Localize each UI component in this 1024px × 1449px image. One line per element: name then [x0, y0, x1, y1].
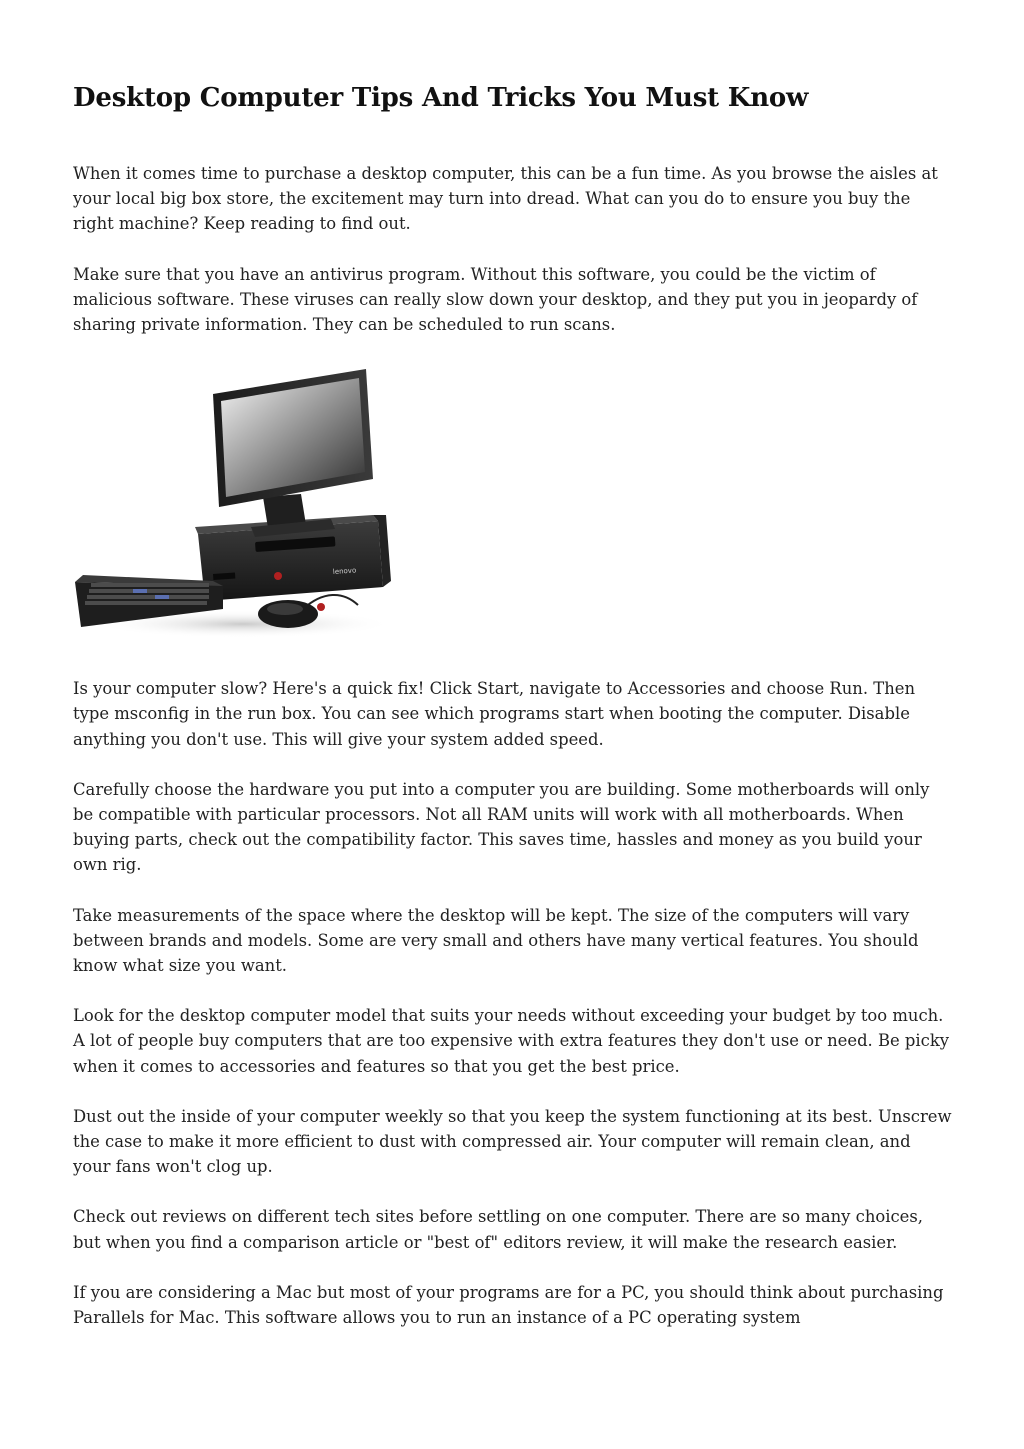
desktop-computer-image	[73, 369, 393, 644]
paragraph-mac: If you are considering a Mac but most of your programs are for a PC, you should think about purchasing Parallels for Mac. This software allows you to run an instance of a PC operating system	[73, 1282, 944, 1328]
paragraph-measurements: Take measurements of the space where the desktop will be kept. The size of the computers will vary between brands and models. Some are very small and others have many vertical features. You should know what size you want.	[73, 905, 919, 976]
paragraph-dust: Dust out the inside of your computer weekly so that you keep the system functioning at its best. Unscrew the case to make it more efficient to dust with compressed air. Your computer will remain clean, and your fans won't clog up.	[73, 1106, 952, 1177]
desktop-computer-icon	[73, 369, 393, 644]
paragraph-hardware: Carefully choose the hardware you put into a computer you are building. Some motherboards will only be compatible with particular processors. Not all RAM units will work with all motherboards. When buying parts, check out the compatibility factor. This saves time, hassles and money as you build your own rig.	[73, 779, 930, 875]
paragraph-budget: Look for the desktop computer model that suits your needs without exceeding your budget by too much. A lot of people buy computers that are too expensive with extra features they don't use or need. Be picky when it comes to accessories and features so that you get the best price.	[73, 1006, 950, 1076]
paragraph-intro: When it comes time to purchase a desktop computer, this can be a fun time. As you browse the aisles at your local big box store, the excitement may turn into dread. What can you do to ensure you buy the right machine? Keep reading to find out.	[73, 164, 938, 234]
page-title: Desktop Computer Tips And Tricks You Must Know	[73, 83, 809, 113]
paragraph-reviews: Check out reviews on different tech sites before settling on one computer. There are so many choices, but when you find a comparison article or "best of" editors review, it will make the research easier.	[73, 1207, 923, 1252]
svg-text:lenovo: lenovo	[332, 566, 357, 577]
paragraph-antivirus: Make sure that you have an antivirus program. Without this software, you could be the victim of malicious software. These viruses can really slow down your desktop, and they put you in jeopardy of sharing private information. They can be scheduled to run scans.	[73, 264, 918, 335]
paragraph-slow-computer: Is your computer slow? Here's a quick fix! Click Start, navigate to Accessories and choose Run. Then type msconfig in the run box. You can see which programs start when booting the computer. Disable anything you don't use. This will give your system added speed.	[73, 679, 916, 749]
document-body	[73, 78, 953, 1330]
